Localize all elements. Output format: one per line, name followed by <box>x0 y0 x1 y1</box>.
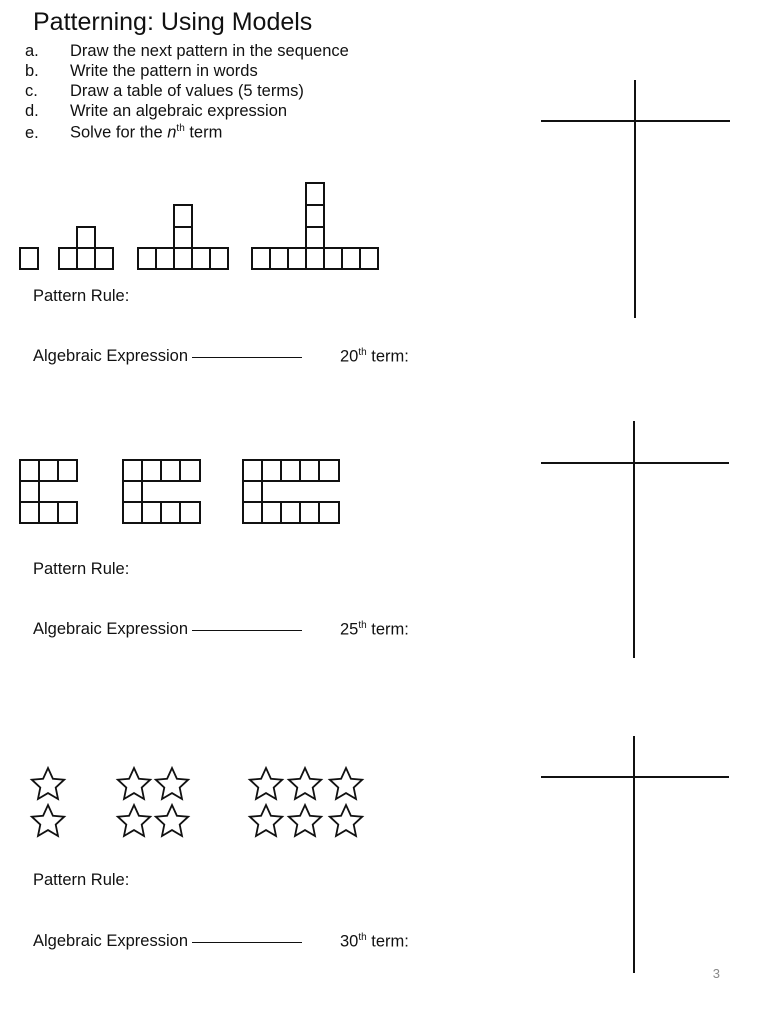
pattern-1-figure-3 <box>138 205 228 269</box>
star-icon <box>118 805 150 836</box>
star-icon <box>330 805 362 836</box>
pattern-3-figure-1 <box>32 768 64 836</box>
star-icon <box>250 805 282 836</box>
page-number: 3 <box>712 966 720 981</box>
pattern-1-figure-1 <box>20 248 38 269</box>
pattern-rule-label-1: Pattern Rule: <box>33 287 130 305</box>
algebraic-expression-row-3[interactable]: Algebraic Expression <box>33 932 302 951</box>
answer-blank <box>192 630 302 631</box>
star-icon <box>250 768 282 799</box>
answer-blank <box>192 357 302 358</box>
answer-blank <box>192 942 302 943</box>
instruction-b: b. Write the pattern in words <box>25 62 258 80</box>
nth-term-label-2: 25th term: <box>340 620 409 639</box>
pattern-rule-label-3: Pattern Rule: <box>33 871 130 889</box>
star-icon <box>118 768 150 799</box>
star-icon <box>156 768 188 799</box>
star-icon <box>330 768 362 799</box>
instruction-e: e. Solve for the $n^{th}$ term <box>25 123 223 142</box>
star-icon <box>32 768 64 799</box>
pattern-3-figure-2 <box>118 768 188 836</box>
nth-term-label-3: 30th term: <box>340 932 409 951</box>
pattern-rule-label-2: Pattern Rule: <box>33 560 130 578</box>
pattern-2-figure-2 <box>123 460 200 523</box>
pattern-3-figure-3 <box>250 768 362 836</box>
pattern-2-figure-3 <box>243 460 339 523</box>
instruction-c: c. Draw a table of values (5 terms) <box>25 82 304 100</box>
algebraic-expression-row-2[interactable]: Algebraic Expression <box>33 620 302 639</box>
page-title: Patterning: Using Models <box>33 8 313 36</box>
star-icon <box>289 805 321 836</box>
nth-term-label-1: 20th term: <box>340 347 409 366</box>
pattern-2-figure-1 <box>20 460 77 523</box>
star-icon <box>289 768 321 799</box>
instruction-a: a. Draw the next pattern in the sequence <box>25 42 349 60</box>
star-icon <box>32 805 64 836</box>
algebraic-expression-row-1[interactable]: Algebraic Expression <box>33 347 302 366</box>
instruction-d: d. Write an algebraic expression <box>25 102 288 120</box>
pattern-1-figure-4 <box>252 183 378 269</box>
star-icon <box>156 805 188 836</box>
pattern-1-figure-2 <box>59 227 113 269</box>
